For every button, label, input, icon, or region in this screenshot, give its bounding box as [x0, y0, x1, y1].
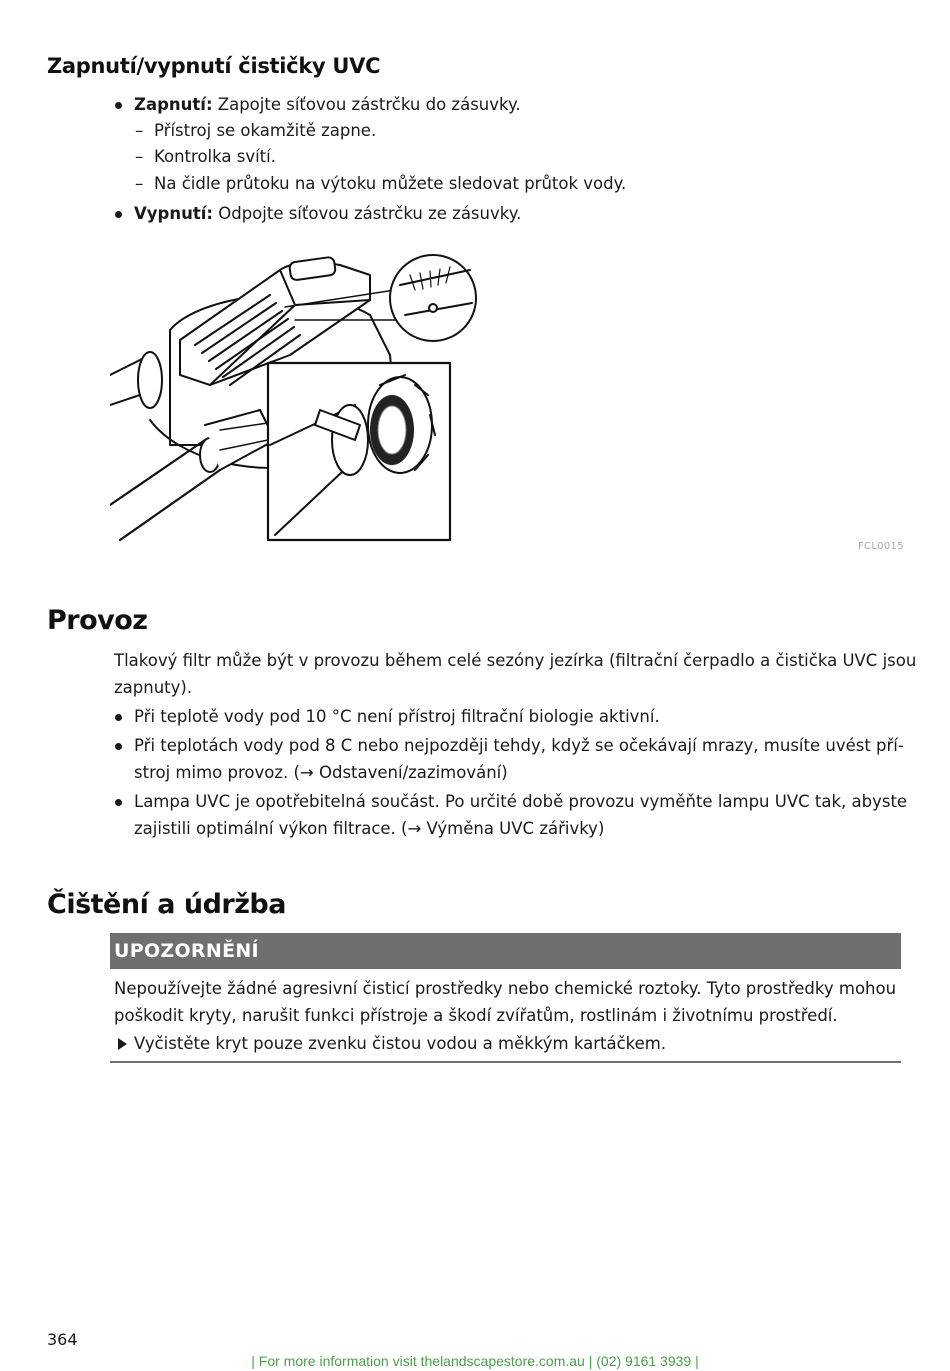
section-title-cleaning: Čištění a údržba — [47, 889, 286, 920]
bullet-item: Při teplotě vody pod 10 °C není přístroj filtrační biologie aktivní. — [134, 707, 660, 726]
bullet-continuation: stroj mimo provoz. (→ Odstavení/zazimování) — [134, 763, 508, 782]
dash-icon: – — [135, 147, 144, 166]
off-label: Vypnutí: — [134, 204, 213, 223]
off-text: Odpojte síťovou zástrčku ze zásuvky. — [212, 204, 522, 223]
intro-line: Tlakový filtr může být v provozu během celé sezóny jezírka (filtrační čerpadlo a čistička UVC jsou — [114, 651, 917, 670]
divider — [110, 1061, 901, 1063]
on-text: Zapojte síťovou zástrčku do zásuvky. — [212, 95, 521, 114]
warning-line: poškodit kryty, narušit funkci přístroje a škodí zvířatům, rostlinám i životnímu prostředí. — [114, 1006, 838, 1025]
warning-banner — [110, 933, 901, 969]
page-number: 364 — [47, 1330, 78, 1349]
section-title-uvc-on-off: Zapnutí/vypnutí čističky UVC — [47, 54, 381, 78]
warning-label: UPOZORNĚNÍ — [114, 940, 259, 962]
section-title-operation: Provoz — [47, 605, 148, 636]
footer-link-text: | For more information visit thelandscapestore.com.au | (02) 9161 3939 | — [251, 1353, 699, 1369]
step-item: – Na čidle průtoku na výtoku můžete sledovat průtok vody. — [135, 174, 627, 193]
warning-line: Nepoužívejte žádné agresivní čisticí prostředky nebo chemické roztoky. Tyto prostředky mohou — [114, 979, 897, 998]
intro-line: zapnuty). — [114, 678, 193, 697]
dash-icon: – — [135, 174, 144, 193]
step-item: – Přístroj se okamžitě zapne. — [135, 121, 377, 140]
bullet-on — [134, 94, 521, 116]
triangle-right-icon — [118, 1038, 127, 1050]
bullet-continuation: zajistili optimální výkon filtrace. (→ Výměna UVC zářivky) — [134, 819, 605, 838]
on-label: Zapnutí: — [134, 95, 213, 114]
bullet-item: Lampa UVC je opotřebitelná součást. Po určité době provozu vyměňte lampu UVC tak, abyste — [134, 792, 908, 811]
bullet-off — [134, 203, 521, 225]
uvc-device-illustration — [110, 245, 480, 545]
dash-icon: – — [135, 121, 144, 140]
figure-code: FCL0015 — [858, 541, 904, 552]
action-step: Vyčistěte kryt pouze zvenku čistou vodou a měkkým kartáčkem. — [134, 1033, 666, 1055]
bullet-item: Při teplotách vody pod 8 C nebo nejpozději tehdy, když se očekávají mrazy, musíte uvést pří- — [134, 736, 904, 755]
step-item: – Kontrolka svítí. — [135, 147, 276, 166]
